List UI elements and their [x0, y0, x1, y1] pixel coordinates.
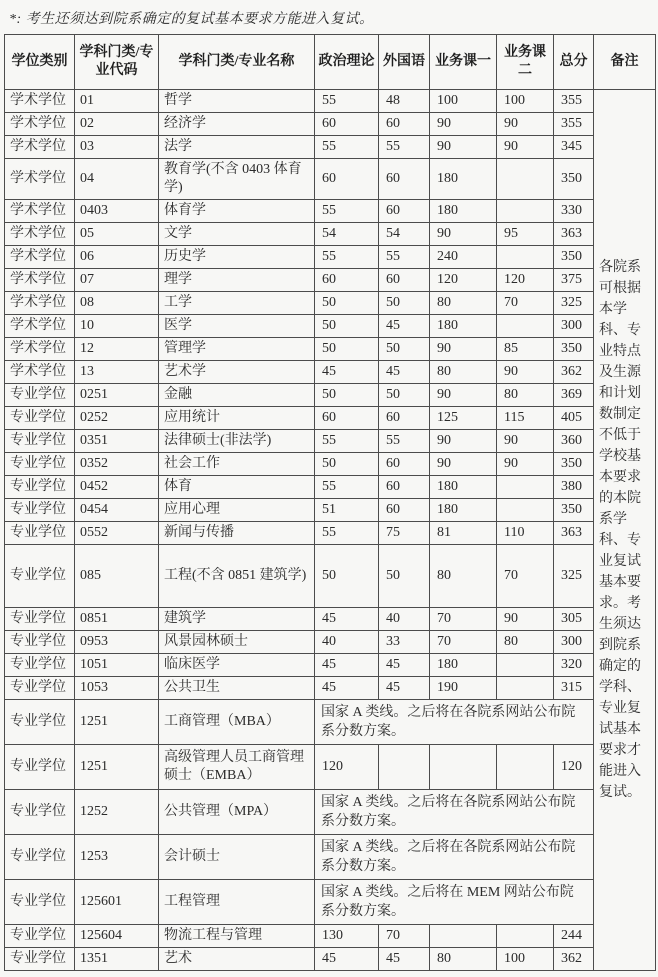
cell-foreign-language-score: 45 [379, 654, 430, 677]
cell-total-score: 380 [554, 476, 594, 499]
footnote: *: 考生还须达到院系确定的复试基本要求方能进入复试。 [9, 12, 374, 27]
cell-major-name: 经济学 [159, 113, 315, 136]
cell-foreign-language-score: 50 [379, 384, 430, 407]
cell-degree-category: 专业学位 [5, 745, 75, 790]
cell-course-one-score: 80 [430, 361, 497, 384]
cell-total-score: 315 [554, 677, 594, 700]
cell-total-score: 350 [554, 338, 594, 361]
cell-total-score: 300 [554, 631, 594, 654]
cell-major-name: 风景园林硕士 [159, 631, 315, 654]
cell-major-code: 13 [75, 361, 159, 384]
cell-major-code: 04 [75, 159, 159, 200]
cell-foreign-language-score: 75 [379, 522, 430, 545]
cell-politics-score: 120 [315, 745, 379, 790]
cell-course-one-score: 125 [430, 407, 497, 430]
cell-major-code: 1252 [75, 790, 159, 835]
column-header-remarks: 备注 [594, 35, 656, 90]
cell-total-score: 244 [554, 925, 594, 948]
cell-major-name: 临床医学 [159, 654, 315, 677]
cell-degree-category: 学术学位 [5, 315, 75, 338]
table-row [5, 200, 656, 223]
cell-course-two-score [497, 200, 554, 223]
cell-major-name: 艺术学 [159, 361, 315, 384]
cell-course-two-score: 90 [497, 361, 554, 384]
cell-major-code: 125601 [75, 880, 159, 925]
cell-major-code: 1253 [75, 835, 159, 880]
cell-total-score: 325 [554, 292, 594, 315]
cell-politics-score: 60 [315, 269, 379, 292]
cell-degree-category: 学术学位 [5, 338, 75, 361]
cell-major-name: 物流工程与管理 [159, 925, 315, 948]
cell-course-two-score [497, 654, 554, 677]
cell-major-code: 0351 [75, 430, 159, 453]
cell-politics-score: 51 [315, 499, 379, 522]
table-row [5, 407, 656, 430]
table-row [5, 90, 656, 113]
column-header-course-one: 业务课一 [430, 35, 497, 90]
cell-course-two-score: 80 [497, 384, 554, 407]
cell-course-one-score: 90 [430, 136, 497, 159]
cell-major-name: 新闻与传播 [159, 522, 315, 545]
column-header-foreign-language: 外国语 [379, 35, 430, 90]
cell-course-one-score: 90 [430, 453, 497, 476]
score-requirements-table [4, 34, 656, 971]
cell-politics-score: 60 [315, 113, 379, 136]
table-row [5, 499, 656, 522]
cell-degree-category: 专业学位 [5, 631, 75, 654]
cell-foreign-language-score: 45 [379, 948, 430, 971]
cell-foreign-language-score: 45 [379, 361, 430, 384]
cell-course-one-score [430, 925, 497, 948]
cell-major-name: 公共卫生 [159, 677, 315, 700]
cell-politics-score: 55 [315, 200, 379, 223]
cell-course-one-score: 180 [430, 499, 497, 522]
cell-politics-score: 60 [315, 407, 379, 430]
cell-major-name: 法学 [159, 136, 315, 159]
cell-major-name: 应用统计 [159, 407, 315, 430]
cell-major-name: 社会工作 [159, 453, 315, 476]
cell-major-code: 085 [75, 545, 159, 608]
cell-major-name: 艺术 [159, 948, 315, 971]
cell-course-two-score: 95 [497, 223, 554, 246]
cell-politics-score: 130 [315, 925, 379, 948]
cell-major-code: 03 [75, 136, 159, 159]
cell-course-one-score: 80 [430, 292, 497, 315]
cell-course-one-score: 180 [430, 159, 497, 200]
cell-degree-category: 学术学位 [5, 90, 75, 113]
cell-foreign-language-score: 60 [379, 269, 430, 292]
cell-major-name: 文学 [159, 223, 315, 246]
cell-foreign-language-score: 50 [379, 545, 430, 608]
cell-total-score: 300 [554, 315, 594, 338]
cell-total-score: 350 [554, 246, 594, 269]
cell-politics-score: 50 [315, 292, 379, 315]
cell-total-score: 320 [554, 654, 594, 677]
table-row [5, 880, 656, 925]
cell-course-two-score: 80 [497, 631, 554, 654]
cell-total-score: 369 [554, 384, 594, 407]
table-row [5, 430, 656, 453]
cell-politics-score: 60 [315, 159, 379, 200]
cell-major-name: 医学 [159, 315, 315, 338]
column-header-degree-category: 学位类别 [5, 35, 75, 90]
cell-course-one-score: 70 [430, 608, 497, 631]
table-row [5, 361, 656, 384]
cell-course-two-score [497, 745, 554, 790]
cell-politics-score: 55 [315, 476, 379, 499]
cell-degree-category: 学术学位 [5, 159, 75, 200]
cell-course-two-score: 90 [497, 113, 554, 136]
cell-course-two-score: 85 [497, 338, 554, 361]
cell-major-name: 高级管理人员工商管理硕士（EMBA） [159, 745, 315, 790]
cell-course-two-score [497, 315, 554, 338]
cell-course-one-score: 90 [430, 113, 497, 136]
cell-degree-category: 学术学位 [5, 269, 75, 292]
cell-foreign-language-score: 54 [379, 223, 430, 246]
table-row [5, 113, 656, 136]
cell-major-name: 建筑学 [159, 608, 315, 631]
cell-major-name: 法律硕士(非法学) [159, 430, 315, 453]
cell-total-score: 375 [554, 269, 594, 292]
cell-major-code: 0403 [75, 200, 159, 223]
cell-total-score: 363 [554, 223, 594, 246]
cell-major-name: 公共管理（MPA） [159, 790, 315, 835]
cell-total-score: 405 [554, 407, 594, 430]
table-row [5, 700, 656, 745]
cell-major-name: 教育学(不含 0403 体育学) [159, 159, 315, 200]
cell-major-code: 05 [75, 223, 159, 246]
cell-major-name: 应用心理 [159, 499, 315, 522]
cell-course-one-score: 80 [430, 948, 497, 971]
cell-degree-category: 专业学位 [5, 430, 75, 453]
cell-foreign-language-score: 55 [379, 246, 430, 269]
cell-course-one-score: 90 [430, 430, 497, 453]
cell-degree-category: 专业学位 [5, 476, 75, 499]
cell-course-one-score: 180 [430, 315, 497, 338]
cell-course-two-score [497, 499, 554, 522]
table-row [5, 608, 656, 631]
cell-total-score: 355 [554, 113, 594, 136]
column-header-major-code: 学科门类/专业代码 [75, 35, 159, 90]
cell-major-code: 01 [75, 90, 159, 113]
table-row [5, 159, 656, 200]
cell-course-two-score: 100 [497, 90, 554, 113]
cell-politics-score: 55 [315, 522, 379, 545]
cell-course-one-score: 180 [430, 654, 497, 677]
cell-course-one-score: 90 [430, 384, 497, 407]
cell-course-two-score: 100 [497, 948, 554, 971]
cell-course-one-score: 180 [430, 476, 497, 499]
cell-major-code: 07 [75, 269, 159, 292]
cell-major-code: 1251 [75, 745, 159, 790]
cell-politics-score: 45 [315, 654, 379, 677]
cell-politics-score: 40 [315, 631, 379, 654]
cell-major-code: 1251 [75, 700, 159, 745]
cell-total-score: 120 [554, 745, 594, 790]
cell-foreign-language-score: 55 [379, 430, 430, 453]
cell-politics-score: 45 [315, 608, 379, 631]
cell-politics-score: 45 [315, 361, 379, 384]
cell-course-one-score: 190 [430, 677, 497, 700]
table-row [5, 315, 656, 338]
cell-total-score: 325 [554, 545, 594, 608]
cell-politics-score: 55 [315, 430, 379, 453]
cell-degree-category: 学术学位 [5, 246, 75, 269]
cell-degree-category: 学术学位 [5, 361, 75, 384]
cell-total-score: 362 [554, 948, 594, 971]
cell-major-name: 金融 [159, 384, 315, 407]
cell-course-two-score [497, 159, 554, 200]
cell-degree-category: 专业学位 [5, 499, 75, 522]
cell-degree-category: 专业学位 [5, 384, 75, 407]
cell-course-one-score [430, 745, 497, 790]
cell-course-two-score: 90 [497, 430, 554, 453]
cell-degree-category: 学术学位 [5, 223, 75, 246]
cell-national-line-note: 国家 A 类线。之后将在各院系网站公布院系分数方案。 [315, 835, 594, 880]
cell-politics-score: 50 [315, 384, 379, 407]
cell-degree-category: 专业学位 [5, 835, 75, 880]
cell-course-two-score [497, 476, 554, 499]
cell-total-score: 350 [554, 499, 594, 522]
cell-major-code: 06 [75, 246, 159, 269]
cell-foreign-language-score: 45 [379, 677, 430, 700]
column-header-course-two: 业务课二 [497, 35, 554, 90]
cell-politics-score: 50 [315, 545, 379, 608]
cell-course-two-score: 90 [497, 608, 554, 631]
column-header-politics: 政治理论 [315, 35, 379, 90]
cell-course-two-score: 115 [497, 407, 554, 430]
table-row [5, 790, 656, 835]
table-row [5, 677, 656, 700]
cell-major-name: 哲学 [159, 90, 315, 113]
cell-major-code: 12 [75, 338, 159, 361]
cell-national-line-note: 国家 A 类线。之后将在各院系网站公布院系分数方案。 [315, 790, 594, 835]
cell-major-code: 0251 [75, 384, 159, 407]
cell-course-two-score: 70 [497, 545, 554, 608]
cell-major-code: 1051 [75, 654, 159, 677]
cell-course-one-score: 90 [430, 338, 497, 361]
cell-degree-category: 专业学位 [5, 453, 75, 476]
cell-course-one-score: 70 [430, 631, 497, 654]
cell-degree-category: 专业学位 [5, 522, 75, 545]
cell-politics-score: 45 [315, 948, 379, 971]
cell-foreign-language-score: 48 [379, 90, 430, 113]
cell-course-two-score [497, 925, 554, 948]
cell-course-two-score [497, 677, 554, 700]
cell-course-two-score: 70 [497, 292, 554, 315]
cell-course-one-score: 240 [430, 246, 497, 269]
cell-degree-category: 专业学位 [5, 545, 75, 608]
cell-politics-score: 45 [315, 677, 379, 700]
remarks-cell: 各院系可根据本学科、专业特点及生源和计划数制定不低于学校基本要求的本院系学科、专业复试基本要求。考生须达到院系确定的学科、专业复试基本要求才能进入复试。 [594, 90, 656, 971]
cell-degree-category: 专业学位 [5, 654, 75, 677]
cell-degree-category: 学术学位 [5, 113, 75, 136]
cell-major-code: 02 [75, 113, 159, 136]
cell-major-name: 工商管理（MBA） [159, 700, 315, 745]
cell-foreign-language-score: 60 [379, 159, 430, 200]
table-row [5, 476, 656, 499]
cell-course-two-score: 90 [497, 136, 554, 159]
cell-major-name: 工学 [159, 292, 315, 315]
table-row [5, 338, 656, 361]
cell-degree-category: 专业学位 [5, 608, 75, 631]
cell-major-code: 125604 [75, 925, 159, 948]
table-row [5, 948, 656, 971]
cell-foreign-language-score: 60 [379, 407, 430, 430]
cell-foreign-language-score: 60 [379, 499, 430, 522]
cell-course-two-score: 90 [497, 453, 554, 476]
column-header-major-name: 学科门类/专业名称 [159, 35, 315, 90]
cell-major-name: 理学 [159, 269, 315, 292]
cell-major-code: 08 [75, 292, 159, 315]
cell-degree-category: 专业学位 [5, 790, 75, 835]
cell-major-code: 1351 [75, 948, 159, 971]
cell-major-name: 体育学 [159, 200, 315, 223]
cell-major-name: 工程(不含 0851 建筑学) [159, 545, 315, 608]
table-row [5, 745, 656, 790]
cell-foreign-language-score [379, 745, 430, 790]
cell-foreign-language-score: 45 [379, 315, 430, 338]
cell-foreign-language-score: 60 [379, 453, 430, 476]
cell-total-score: 363 [554, 522, 594, 545]
cell-degree-category: 专业学位 [5, 925, 75, 948]
cell-major-code: 10 [75, 315, 159, 338]
cell-total-score: 330 [554, 200, 594, 223]
table-row [5, 269, 656, 292]
cell-course-one-score: 180 [430, 200, 497, 223]
cell-course-one-score: 90 [430, 223, 497, 246]
table-row [5, 292, 656, 315]
cell-major-code: 0452 [75, 476, 159, 499]
cell-politics-score: 55 [315, 136, 379, 159]
cell-foreign-language-score: 60 [379, 476, 430, 499]
cell-foreign-language-score: 50 [379, 338, 430, 361]
cell-degree-category: 专业学位 [5, 948, 75, 971]
cell-foreign-language-score: 50 [379, 292, 430, 315]
table-row [5, 631, 656, 654]
cell-foreign-language-score: 55 [379, 136, 430, 159]
cell-major-code: 0352 [75, 453, 159, 476]
table-row [5, 522, 656, 545]
cell-course-two-score: 110 [497, 522, 554, 545]
cell-major-name: 历史学 [159, 246, 315, 269]
table-row [5, 223, 656, 246]
table-row [5, 453, 656, 476]
cell-total-score: 355 [554, 90, 594, 113]
cell-degree-category: 学术学位 [5, 136, 75, 159]
column-header-total-score: 总分 [554, 35, 594, 90]
cell-course-two-score: 120 [497, 269, 554, 292]
cell-course-two-score [497, 246, 554, 269]
table-row [5, 384, 656, 407]
cell-total-score: 350 [554, 159, 594, 200]
table-row [5, 246, 656, 269]
cell-major-name: 体育 [159, 476, 315, 499]
cell-total-score: 362 [554, 361, 594, 384]
cell-degree-category: 学术学位 [5, 292, 75, 315]
cell-degree-category: 专业学位 [5, 407, 75, 430]
cell-foreign-language-score: 33 [379, 631, 430, 654]
cell-major-name: 管理学 [159, 338, 315, 361]
cell-degree-category: 专业学位 [5, 880, 75, 925]
cell-major-code: 0252 [75, 407, 159, 430]
cell-degree-category: 专业学位 [5, 677, 75, 700]
cell-foreign-language-score: 40 [379, 608, 430, 631]
cell-major-code: 0454 [75, 499, 159, 522]
cell-foreign-language-score: 60 [379, 200, 430, 223]
cell-foreign-language-score: 60 [379, 113, 430, 136]
table-row [5, 136, 656, 159]
cell-politics-score: 54 [315, 223, 379, 246]
cell-politics-score: 50 [315, 453, 379, 476]
cell-major-name: 会计硕士 [159, 835, 315, 880]
table-header-row [5, 35, 656, 90]
cell-major-code: 0851 [75, 608, 159, 631]
cell-total-score: 345 [554, 136, 594, 159]
cell-foreign-language-score: 70 [379, 925, 430, 948]
cell-course-one-score: 81 [430, 522, 497, 545]
cell-degree-category: 专业学位 [5, 700, 75, 745]
cell-politics-score: 50 [315, 315, 379, 338]
table-row [5, 925, 656, 948]
cell-national-line-note: 国家 A 类线。之后将在各院系网站公布院系分数方案。 [315, 700, 594, 745]
cell-total-score: 305 [554, 608, 594, 631]
table-row [5, 835, 656, 880]
cell-politics-score: 50 [315, 338, 379, 361]
cell-major-name: 工程管理 [159, 880, 315, 925]
cell-degree-category: 学术学位 [5, 200, 75, 223]
cell-national-line-note: 国家 A 类线。之后将在 MEM 网站公布院系分数方案。 [315, 880, 594, 925]
cell-major-code: 0552 [75, 522, 159, 545]
cell-course-one-score: 100 [430, 90, 497, 113]
cell-total-score: 350 [554, 453, 594, 476]
cell-politics-score: 55 [315, 90, 379, 113]
cell-course-one-score: 120 [430, 269, 497, 292]
cell-major-code: 1053 [75, 677, 159, 700]
cell-politics-score: 55 [315, 246, 379, 269]
cell-major-code: 0953 [75, 631, 159, 654]
table-row [5, 654, 656, 677]
cell-course-one-score: 80 [430, 545, 497, 608]
table-row [5, 545, 656, 608]
cell-total-score: 360 [554, 430, 594, 453]
